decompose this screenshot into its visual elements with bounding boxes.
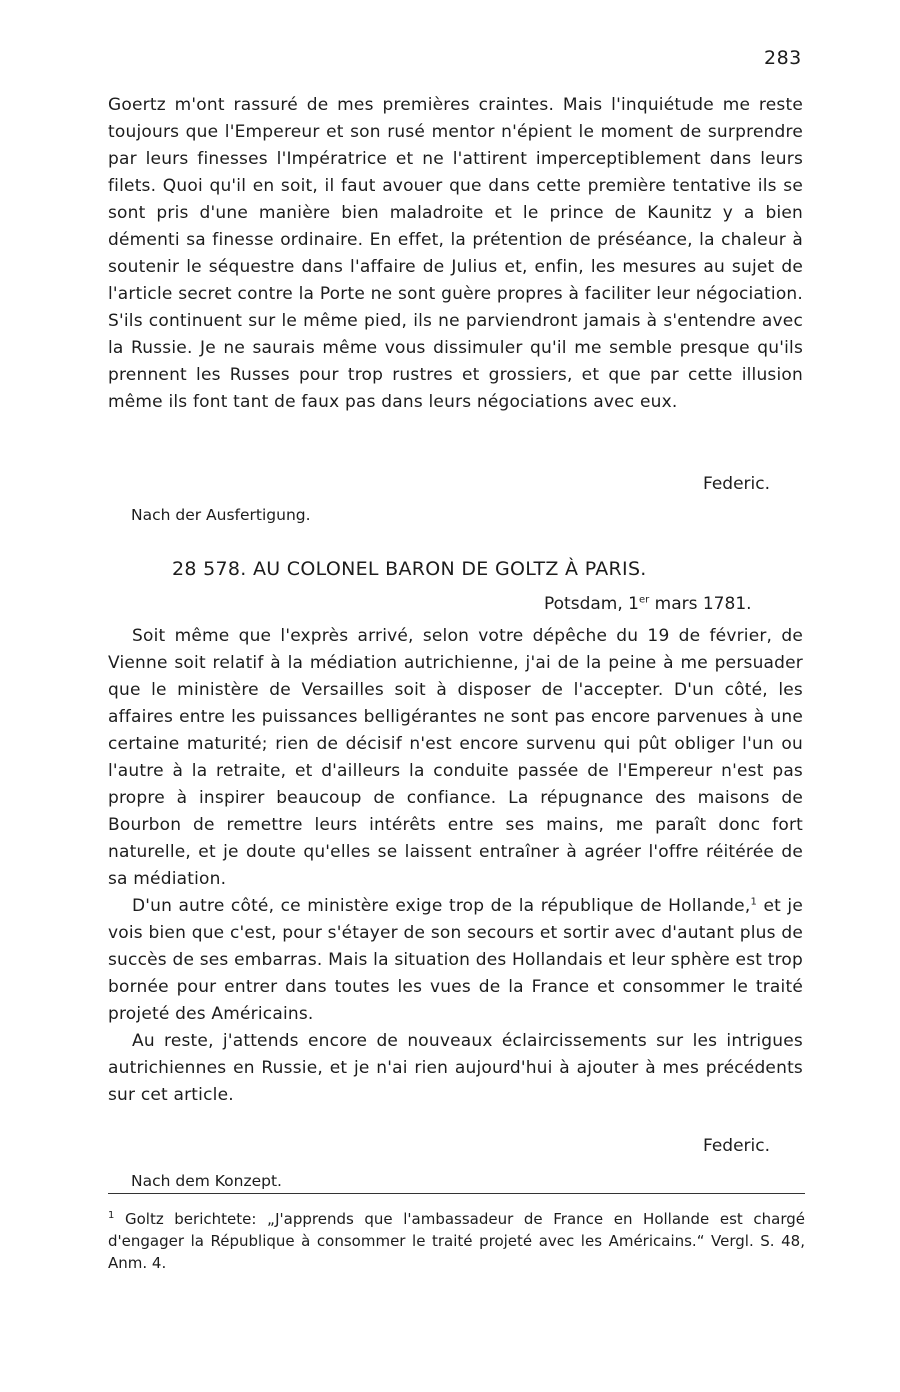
footnote (108, 1208, 805, 1274)
source-note-ausfertigung: Nach der Ausfertigung. (131, 506, 311, 524)
letter-heading: 28 578. AU COLONEL BARON DE GOLTZ À PARIS. (172, 558, 647, 580)
letter-body (108, 623, 803, 1109)
page-number: 283 (764, 47, 802, 69)
signature-federic-2: Federic. (703, 1136, 771, 1156)
dateline-place: Potsdam, 1 (544, 594, 639, 614)
letter-paragraph-2 (108, 893, 803, 1028)
continued-paragraph: Goertz m'ont rassuré de mes premières craintes. Mais l'inquiétude me reste toujours que l'Empereur et son rusé mentor n'épient le moment de surprendre par leurs finesses l'Impératrice et ne l'attirent imperceptiblement dans leurs filets. Quoi qu'il en soit, il faut avouer que dans cette première tentative ils se sont pris d'une manière bien maladroite et le prince de Kaunitz y a bien démenti sa finesse ordinaire. En effet, la prétention de préséance, la chaleur à soutenir le séquestre dans l'affaire de Julius et, enfin, les mesures au sujet de l'article secret contre la Porte ne sont guère propres à faciliter leur négociation. S'ils continuent sur le même pied, ils ne parviendront jamais à s'entendre avec la Russie. Je ne saurais même vous dissimuler qu'il me semble presque qu'ils prennent les Russes pour trop rustres et grossiers, et que par cette illusion même ils font tant de faux pas dans leurs négociations avec eux. (108, 95, 803, 412)
footnote-reference: 1 (750, 896, 758, 908)
letter-dateline (544, 594, 752, 614)
footnote-divider (108, 1193, 805, 1194)
letter-paragraph-3: Au reste, j'attends encore de nouveaux éclaircissements sur les intrigues autrichiennes en Russie, et je n'ai rien aujourd'hui à ajouter à mes précédents sur cet article. (108, 1031, 803, 1105)
dateline-date: mars 1781. (649, 594, 752, 614)
paragraph-2-text-a: D'un autre côté, ce ministère exige trop de la république de Hollande, (132, 896, 751, 916)
footnote-marker: 1 (108, 1210, 115, 1221)
letter-paragraph-1: Soit même que l'exprès arrivé, selon votre dépêche du 19 de février, de Vienne soit relatif à la médiation autrichienne, j'ai de la peine à me persuader que le ministère de Versailles soit à disposer de l'accepter. D'un côté, les affaires entre les puissances belligérantes ne sont pas encore parvenues à une certaine maturité; rien de décisif n'est encore survenu qui pût obliger l'un ou l'autre à la retraite, et d'ailleurs la conduite passée de l'Empereur n'est pas propre à inspirer beaucoup de confiance. La répugnance des maisons de Bourbon de remettre leurs intérêts entre ses mains, me paraît donc fort naturelle, et je doute qu'elles se laissent entraîner à agréer l'offre réitérée de sa médiation. (108, 626, 803, 889)
continued-letter-body (108, 92, 803, 416)
signature-federic-1: Federic. (703, 474, 771, 494)
source-note-konzept: Nach dem Konzept. (131, 1172, 282, 1190)
paragraph-2-text-b: et je vois bien que c'est, pour s'étayer de son secours et sortir avec d'autant plus de succès de ses embarras. Mais la situation des Hollandais et leur sphère est trop bornée pour entrer dans toutes les vues de la France et consommer le traité projeté des Américains. (108, 896, 803, 1024)
footnote-text: Goltz berichtete: „J'apprends que l'ambassadeur de France en Hollande est chargé d'engager la République à consommer le traité projeté avec les Américains.“ Vergl. S. 48, Anm. 4. (108, 1210, 805, 1272)
dateline-superscript: er (638, 594, 650, 606)
